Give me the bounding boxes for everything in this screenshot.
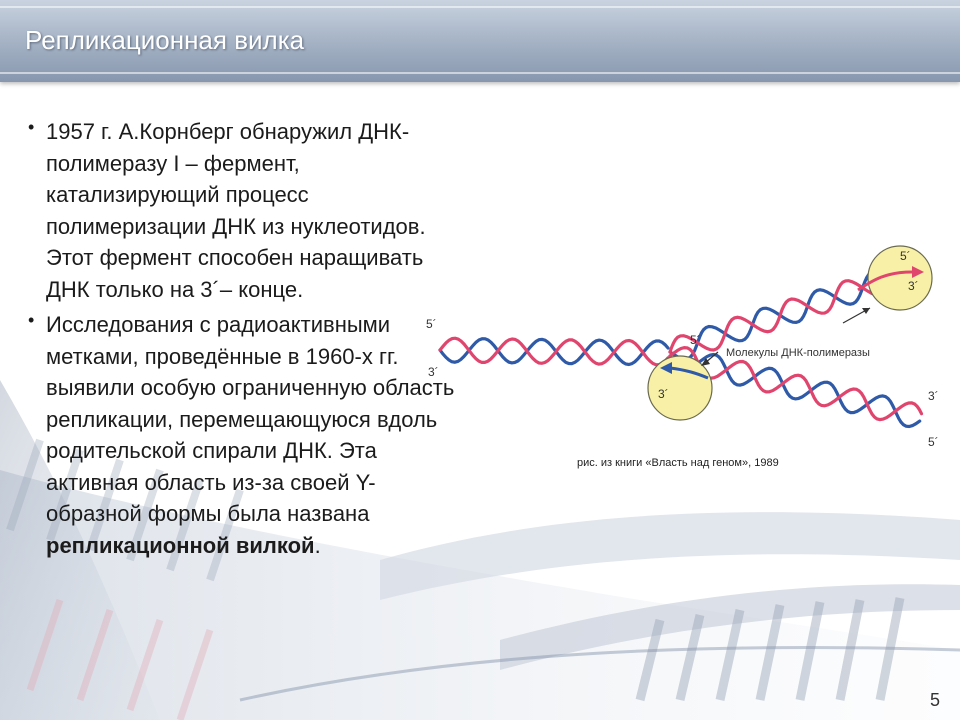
upper-strand-pink xyxy=(670,267,895,352)
bullet-list xyxy=(28,116,458,561)
slide-title: Репликационная вилка xyxy=(25,25,305,55)
label-mid-5: 5´ xyxy=(690,333,701,347)
bold-term: репликационной вилкой xyxy=(46,532,315,558)
label-left-top: 5´ xyxy=(426,317,437,331)
page-number: 5 xyxy=(930,690,941,710)
replication-fork-figure xyxy=(418,228,948,453)
bullet-icon: • xyxy=(28,310,35,330)
label-circle-bottom-3: 3´ xyxy=(658,387,669,401)
bullet-text: Исследования с радиоактивными метками, проведённые в 1960-х гг. выявили особую ограниченную область репликации, перемещающуюся вдоль родительской спирали ДНК. Эта активная область из-за своей Y-образной формы была названа xyxy=(46,312,455,526)
title-bar xyxy=(0,0,960,82)
bullet-icon: • xyxy=(28,117,35,137)
label-circle-top-3: 3´ xyxy=(908,279,919,293)
bullet-text-end: . xyxy=(314,532,321,558)
bullet-text: 1957 г. А.Корнберг обнаружил ДНК-полимеразу I – фермент, катализирующий процесс полимеризации ДНК из нуклеотидов. Этот фермент способен наращивать ДНК только на 3´– конце. xyxy=(46,119,426,302)
bullet-item xyxy=(28,309,458,561)
enzyme-label: Молекулы ДНК-полимеразы xyxy=(726,347,870,359)
pointer-arrow-top-icon xyxy=(862,308,870,314)
label-left-bottom: 3´ xyxy=(428,365,439,379)
figure-caption: рис. из книги «Власть над геном», 1989 xyxy=(577,457,779,469)
label-right-bottom: 5´ xyxy=(928,435,939,449)
label-right-top: 3´ xyxy=(928,389,939,403)
bullet-item xyxy=(28,116,458,305)
label-circle-top-5: 5´ xyxy=(900,249,911,263)
parent-helix xyxy=(440,338,668,365)
